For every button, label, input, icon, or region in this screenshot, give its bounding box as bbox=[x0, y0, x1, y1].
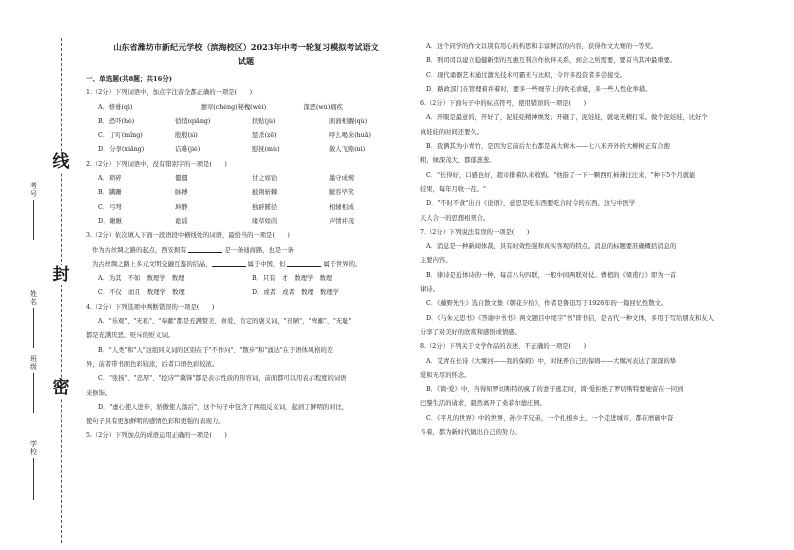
right-column bbox=[420, 40, 776, 440]
question-3-option-a[interactable]: A．为其 不如 数理学 数理 bbox=[98, 275, 185, 283]
question-3-passage: 作为古丝绸之路的起点，西安拥有 是一条通商路，也是一条 为古丝绸之路上多元文明交融互鉴的结晶， 属于中国，但 属于世界的。 bbox=[86, 244, 406, 273]
question-3-options-cd[interactable] bbox=[86, 286, 406, 300]
text-line: 爱和无尽的怀念。 bbox=[420, 371, 471, 379]
text-line[interactable]: A．开眼是最意的，开好了，泥娃娃精神焕发；开砸了，泥娃娃，就毫无精打采。做个泥娃娃，比好个 bbox=[426, 114, 708, 122]
text-line[interactable]: A．消息是一种新闻体裁，具有时效性强和真实客观的特点。消息的标题要准确概括消息的 bbox=[426, 243, 677, 251]
question-4-option-c-cont: 来修饰。 bbox=[86, 389, 112, 397]
text-line[interactable]: C．现代诵器艺术通过激光技术可霸无与比拟，令许多投资者多尝接受。 bbox=[426, 71, 627, 79]
question-1 bbox=[86, 86, 406, 157]
text-line[interactable]: C．《藤野先生》选自散文集《朝花夕拾》，作者是鲁迅写于1926年的一篇回忆性散文。 bbox=[426, 300, 668, 308]
answer-blank[interactable] bbox=[212, 258, 246, 267]
page-title bbox=[86, 40, 406, 68]
text-line[interactable]: D．路政部门在管理着并着时，要多一些细节上的吹毛求疵，多一些人性化举措。 bbox=[426, 85, 652, 93]
field-line-name[interactable] bbox=[33, 308, 34, 348]
text-line[interactable]: D．《与朱元思书》《答谢中书书》两文题目中尾字"书"即书信，是古代一种文体，多用于写给朋友和友人 bbox=[426, 314, 714, 322]
text-line: 律诗。 bbox=[420, 286, 439, 294]
left-column bbox=[86, 40, 406, 444]
text-line[interactable]: D．"不时不食"出自《论语》，意思是吃东西要吃合时令的东西。这与中医学 bbox=[426, 200, 636, 208]
question-2-option-c[interactable]: C．弓弩 坤静 独辟蹊径 相辅相成 bbox=[98, 203, 355, 211]
question-1-option-a[interactable]: A．修葺(qì) 窸窣(chéng)秘槐(wèi) 深恶(wù)痛疾 bbox=[98, 103, 343, 111]
question-4-option-d[interactable]: D．"虚心使人进步，骄傲使人落后"，这个句子中包含了两组反义词，起到了鲜明的对比， bbox=[98, 403, 349, 411]
text-line: 主要内容。 bbox=[420, 257, 452, 265]
text-line[interactable]: B．律诗是近体诗的一种，每首八句四联，一般中间两联对仗。曹植的《梁甫行》即为一首 bbox=[426, 271, 677, 279]
question-4-option-c[interactable]: C．"张扬"、"忠厚"、"挖诗""冀锋"都是表示性质的形容词，前面都可以用表示程度的词语 bbox=[98, 375, 347, 383]
question-3-stem: 3.（2分）依次填入下面一段语段中横线处的词语，最恰当的一项是( ) bbox=[86, 232, 290, 240]
binding-strip bbox=[0, 0, 78, 550]
question-3-options-ab[interactable] bbox=[86, 272, 406, 286]
question-1-option-c[interactable]: C．丁叮(mǐng) 殷殷(sì) 惩杀(zē) 呼么喝来(huā) bbox=[98, 132, 371, 140]
field-line-exam-number[interactable] bbox=[33, 200, 34, 240]
question-3-option-d[interactable]: D．或者 或者 数理 数理学 bbox=[252, 289, 339, 297]
question-2 bbox=[86, 158, 406, 229]
text-line[interactable]: B．刑司司以建立稳健新型的互惠互利合作伙伴关系，到会之所需要，要首当其冲最重要。 bbox=[426, 57, 677, 65]
question-2-option-a[interactable]: A．琐碎 僵僵 甘之如饴 墨守成规 bbox=[98, 175, 355, 183]
title-line-1: 山东省潍坊市新纪元学校（滨海校区）2023年中考一轮复习模拟考试语文 bbox=[113, 42, 379, 52]
text-line: 8.（2分）下列关于文学作品的表述，不正确的一项是( ) bbox=[420, 343, 587, 351]
field-line-class[interactable] bbox=[33, 373, 34, 413]
text-line: 巴黎生活的请求，毅然离开了桑菲尔德庄园。 bbox=[420, 400, 546, 408]
seal-char-xian: 线 bbox=[48, 152, 74, 172]
question-1-option-b[interactable]: B．恐吓(hè) 悄悄(qiǎng) 扶贴(jù) 面面相觑(qù) bbox=[98, 117, 368, 125]
question-4-option-a-cont: 都是充满厌恶、贬斥的贬义词。 bbox=[86, 332, 175, 340]
answer-blank[interactable] bbox=[287, 258, 321, 267]
text-line[interactable]: A．这个同学的作文以别有用心的构思和丰富鲜活的内容，获得作文大赛的一等奖。 bbox=[426, 43, 658, 50]
question-4-stem: 4.（2分）下列选项中判断错误的一项是( ) bbox=[86, 303, 215, 311]
seal-line bbox=[61, 38, 62, 543]
question-4-option-a[interactable]: A．"乐观"、"无私"、"奉献"都是充满赞美、喜爱、肯定的褒义词，"丑陋"、"卑鄙"、"无耻" bbox=[98, 318, 352, 326]
question-3 bbox=[86, 229, 406, 300]
text-line: 挂果，每年月收一茬。" bbox=[420, 185, 486, 193]
question-4-option-b[interactable]: B．"人类"和"人"这组同义词的区别在于"不作问"、"散步"和"涌达"在于语体风格的差 bbox=[98, 346, 334, 354]
text-line[interactable]: C．"长得好，口感也好，超市排着队来收购。"他指了一下一颗西红柿薄汪汪来，"种下5个月就能 bbox=[426, 171, 696, 179]
question-4-option-d-cont: 使句子具有更加鲜明的感情色彩和更强的表现力。 bbox=[86, 418, 225, 426]
question-4 bbox=[86, 301, 406, 430]
text-line: 分享了对美好的欣赏和感悟或情感。 bbox=[420, 328, 521, 336]
section-heading: 一、单选题(共8题；共16分) bbox=[86, 75, 172, 83]
question-3-option-c[interactable]: C．不仅 而且 数理学 数理 bbox=[98, 289, 185, 297]
text-line: 天人合一的思想相契合。 bbox=[420, 214, 490, 222]
question-2-option-d[interactable]: D．瞅瞅 诡谣 缘草如茵 声情并茂 bbox=[98, 217, 355, 225]
question-5-stem: 5.（2分）下列加点的成语运用正确的一项是( ) bbox=[86, 432, 227, 440]
text-line[interactable]: B．《简·爱》中，当得知罗切斯特的疯了的妻子逃走时，简·爱拒绝了罗切斯特要她留在一同到 bbox=[426, 386, 684, 394]
question-3-option-b[interactable]: B．只有 才 数理学 数理 bbox=[252, 275, 333, 283]
answer-blank[interactable] bbox=[188, 244, 222, 253]
question-1-option-d[interactable]: D．分享(xiǎng) 诘难(jiè) 慰抚(mù) 赦人飞赂(nì) bbox=[98, 146, 366, 154]
text-line: 粗，绿深茂大，都郁葱葱。 bbox=[420, 157, 496, 165]
seal-char-feng: 封 bbox=[48, 265, 74, 285]
text-line: 6.（2分）下面句子中的标点符号，使用错误的一项是( ) bbox=[420, 100, 587, 108]
text-line: 7.（2分）下列说法有误的一项是( ) bbox=[420, 228, 530, 236]
field-label-name: 姓名 bbox=[30, 290, 37, 306]
seal-char-mi: 密 bbox=[48, 378, 74, 398]
question-2-stem: 2.（2分）下列词语中，没有错别字的一项是( ) bbox=[86, 160, 227, 168]
question-1-stem: 1.（2分）下列词语中，加点字注音全都正确的一项是( ) bbox=[86, 89, 253, 97]
text-line: 斗着，都为新时代做出自己的努力。 bbox=[420, 429, 521, 437]
question-2-option-b[interactable]: B．蹒跚 脉搏 披荆斩棘 觥容毕笑 bbox=[98, 189, 355, 197]
right-column-lines bbox=[420, 40, 776, 440]
text-line[interactable]: A．艾青在长诗《大堰河——我的保姆》中，对抚养自己的保姆——大堰河表达了深深的挚 bbox=[426, 357, 677, 365]
question-4-option-b-cont: 异，前者带书面色彩较浓，后者口语色彩较浓。 bbox=[86, 360, 219, 368]
field-line-school[interactable] bbox=[33, 458, 34, 500]
field-label-exam-number: 考号 bbox=[30, 182, 37, 198]
field-label-school: 学校 bbox=[30, 440, 37, 456]
text-line[interactable]: C．《平凡的世界》中的世界，孙少平兄弟，一个扎根乡土，一个走进城市，都在磨砺中奋 bbox=[426, 414, 674, 422]
field-label-class: 班级 bbox=[30, 355, 37, 371]
text-line: 真娃娃的时间还要久。 bbox=[420, 128, 483, 136]
text-line[interactable]: B．我俩其为小青竹，是因为它前后左右都是高大树木——七八米开外的大柳树正有合抱 bbox=[426, 143, 670, 151]
title-line-2: 试题 bbox=[237, 56, 255, 66]
